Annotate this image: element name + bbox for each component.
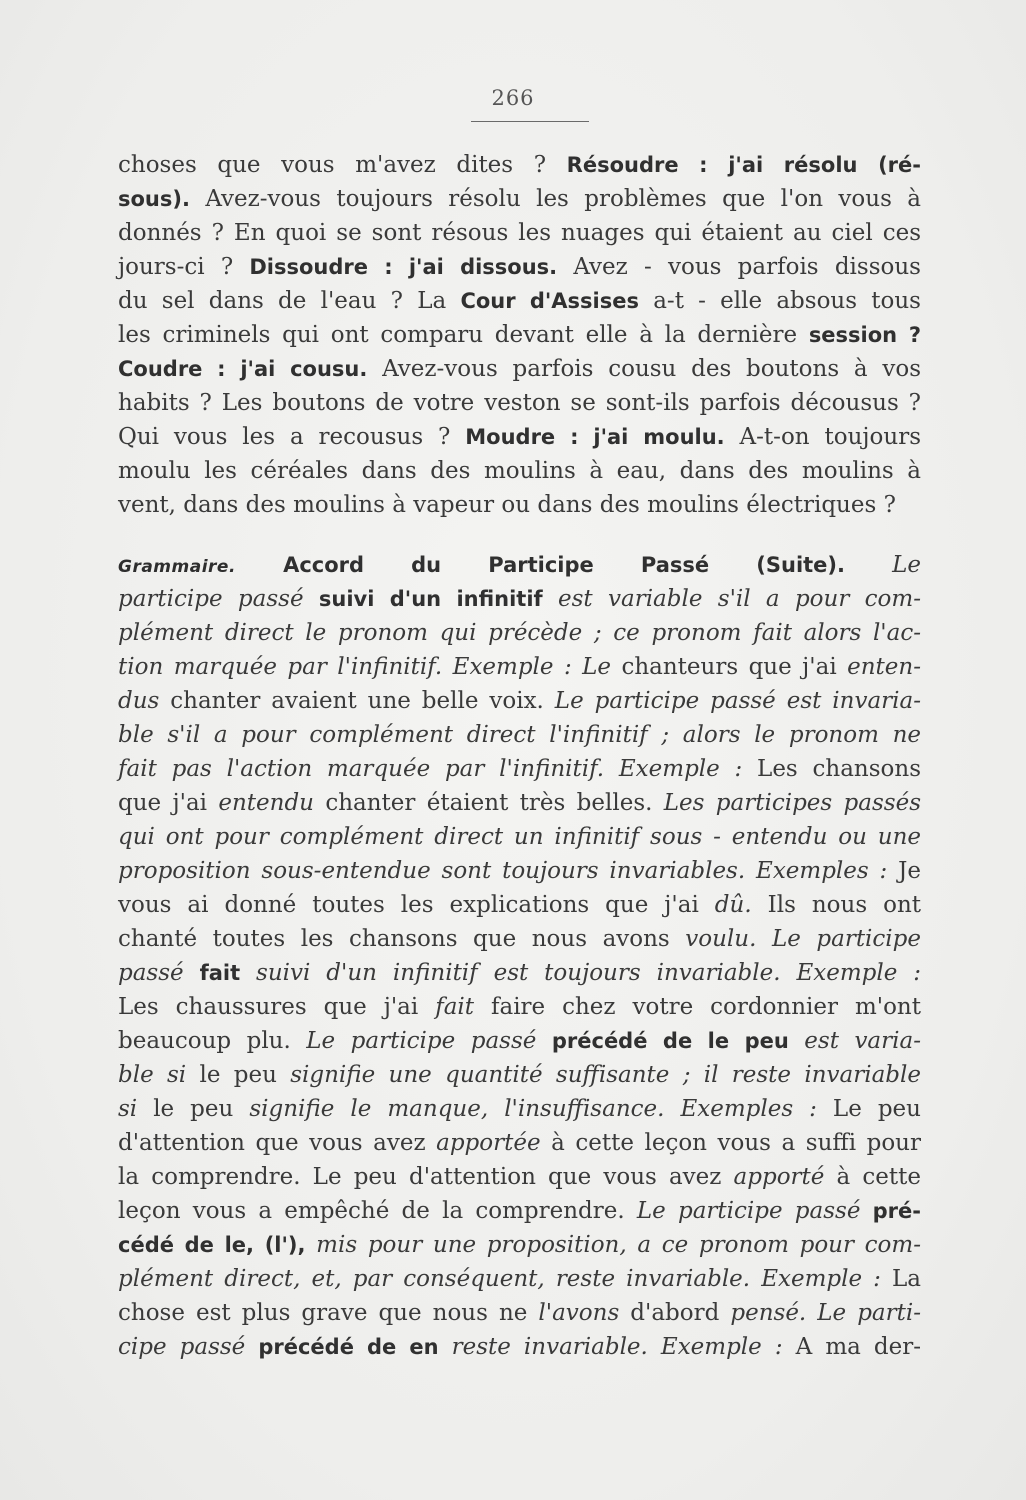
text-line	[118, 1330, 921, 1364]
text-run: proposition sous-entendue sont toujours invariables. Exemples :	[118, 858, 888, 884]
text-run: plément direct, et, par conséquent, reste invariable. Exemple :	[118, 1266, 881, 1292]
text-line	[118, 352, 921, 386]
text-run: chose est plus grave que nous ne	[118, 1300, 539, 1326]
text-line	[118, 922, 921, 956]
text-run: Coudre : j'ai cousu.	[118, 357, 368, 381]
text-run: suivi d'un infinitif	[318, 587, 543, 611]
text-line	[118, 1228, 921, 1262]
text-run: apporté	[733, 1164, 825, 1190]
text-run: participe passé	[118, 586, 319, 612]
text-line	[118, 548, 921, 582]
text-line	[118, 1262, 921, 1296]
text-run: sous).	[118, 187, 190, 211]
text-line	[118, 250, 921, 284]
text-run: que j'ai	[118, 790, 219, 816]
text-run: cipe passé	[118, 1334, 259, 1360]
text-line	[118, 854, 921, 888]
text-run: vous ai donné toutes les explications que j'ai	[118, 892, 715, 918]
text-run: mis pour une proposition, a ce pronom pour com-	[305, 1232, 921, 1258]
text-run: dû.	[714, 892, 752, 918]
text-line	[118, 386, 921, 420]
text-run: tion marquée par l'infinitif. Exemple : Le	[118, 654, 612, 680]
text-line	[118, 454, 921, 488]
text-line	[118, 488, 921, 522]
text-run: donnés ? En quoi se sont résous les nuages qui étaient au ciel ces	[118, 220, 921, 246]
text-run: vent, dans des moulins à vapeur ou dans des moulins électriques ?	[118, 492, 896, 518]
text-run: Avez - vous parfois dissous	[557, 254, 921, 280]
text-run: Dissoudre : j'ai dissous.	[249, 255, 558, 279]
text-line	[118, 820, 921, 854]
text-run: Cour d'Assises	[460, 289, 639, 313]
text-run: chanter étaient très belles.	[314, 790, 664, 816]
text-line	[118, 148, 921, 182]
text-run: enten-	[847, 654, 921, 680]
text-line	[118, 1024, 921, 1058]
text-run: l'avons	[538, 1300, 620, 1326]
text-line	[118, 956, 921, 990]
text-run: qui ont pour complément direct un infinitif sous - entendu ou une	[118, 824, 921, 850]
header-rule	[471, 121, 589, 122]
text-run: ble si	[118, 1062, 187, 1088]
text-run: Les participes passés	[663, 790, 922, 816]
text-run: A-t-on toujours	[724, 424, 922, 450]
text-run: signifie une quantité suffisante ; il reste invariable	[290, 1062, 921, 1088]
text-run: dus	[118, 688, 160, 714]
text-run: fait pas l'action marquée par l'infinitif. Exemple :	[118, 756, 743, 782]
text-run: d'attention que vous avez	[118, 1130, 437, 1156]
text-line	[118, 1296, 921, 1330]
text-run: La	[880, 1266, 921, 1292]
text-run: Le participe passé	[636, 1198, 873, 1224]
page-number: 266	[491, 86, 535, 110]
text-line	[118, 752, 921, 786]
text-run: Le participe passé	[306, 1028, 552, 1054]
text-run: Accord du Participe Passé (Suite).	[283, 553, 845, 577]
text-run: le peu	[137, 1096, 250, 1122]
text-run: ble s'il a pour complément direct l'infinitif ; alors le pronom ne	[118, 722, 921, 748]
text-line	[118, 1092, 921, 1126]
text-run: plément direct le pronom qui précède ; ce pronom fait alors l'ac-	[118, 620, 921, 646]
text-run: pensé. Le parti-	[730, 1300, 921, 1326]
text-run: moulu les céréales dans des moulins à eau, dans des moulins à	[118, 458, 921, 484]
text-line	[118, 1160, 921, 1194]
text-run: Le peu	[816, 1096, 921, 1122]
text-run: à cette leçon vous a suffi pour	[540, 1130, 921, 1156]
text-run: d'abord	[619, 1300, 731, 1326]
text-run: pré-	[872, 1199, 921, 1223]
text-run: choses que vous m'avez dites ?	[118, 152, 567, 178]
text-run: si	[118, 1096, 138, 1122]
text-run: chanté toutes les chansons que nous avons	[118, 926, 686, 952]
text-run: Avez-vous parfois cousu des boutons à vos	[367, 356, 921, 382]
text-run: jours-ci ?	[118, 254, 250, 280]
text-line	[118, 216, 921, 250]
text-run	[236, 552, 283, 578]
text-run: fait	[435, 994, 475, 1020]
text-run: Les chaussures que j'ai	[118, 994, 436, 1020]
text-run: Qui vous les a recousus ?	[118, 424, 466, 450]
text-run: la comprendre. Le peu d'attention que vous avez	[118, 1164, 734, 1190]
text-line	[118, 1058, 921, 1092]
text-run: Avez-vous toujours résolu les problèmes que l'on vous à	[189, 186, 921, 212]
text-line	[118, 420, 921, 454]
text-run: apportée	[436, 1130, 541, 1156]
text-run: entendu	[218, 790, 314, 816]
text-run: signifie le manque, l'insuffisance. Exemples :	[249, 1096, 817, 1122]
text-run: les criminels qui ont comparu devant elle à la dernière	[118, 322, 809, 348]
text-run: est varia-	[788, 1028, 921, 1054]
text-line	[118, 990, 921, 1024]
text-run: à cette	[824, 1164, 921, 1190]
text-line	[118, 318, 921, 352]
text-run: Le participe passé est invaria-	[554, 688, 922, 714]
text-line	[118, 182, 921, 216]
text-run: leçon vous a empêché de la comprendre.	[118, 1198, 637, 1224]
text-run: le peu	[186, 1062, 291, 1088]
text-line	[118, 650, 921, 684]
text-line	[118, 1194, 921, 1228]
text-run: suivi d'un infinitif est toujours invariable. Exemple :	[240, 960, 921, 986]
text-run: Je	[887, 858, 921, 884]
text-run: Le	[845, 552, 922, 578]
text-run: passé	[118, 960, 200, 986]
text-run: est variable s'il a pour com-	[542, 586, 921, 612]
text-run: Résoudre : j'ai résolu (ré-	[566, 153, 921, 177]
text-run: reste invariable. Exemple :	[438, 1334, 783, 1360]
text-line	[118, 616, 921, 650]
text-run: faire chez votre cordonnier m'ont	[474, 994, 921, 1020]
text-line	[118, 786, 921, 820]
text-run: précédé de en	[258, 1335, 439, 1359]
text-line	[118, 684, 921, 718]
text-line	[118, 718, 921, 752]
text-run: cédé de le, (l'),	[118, 1233, 306, 1257]
text-run: Ils nous ont	[751, 892, 921, 918]
text-run: précédé de le peu	[551, 1029, 789, 1053]
text-run: chanteurs que j'ai	[611, 654, 848, 680]
text-run: a-t - elle absous tous	[638, 288, 921, 314]
text-run: voulu. Le participe	[685, 926, 921, 952]
text-run: Les chansons	[742, 756, 921, 782]
text-run: fait	[199, 961, 241, 985]
text-line	[118, 582, 921, 616]
text-run: Moudre : j'ai moulu.	[465, 425, 725, 449]
text-line	[118, 284, 921, 318]
text-run: habits ? Les boutons de votre veston se sont-ils parfois décousus ?	[118, 390, 921, 416]
text-run: A ma der-	[782, 1334, 921, 1360]
text-run: chanter avaient une belle voix.	[159, 688, 555, 714]
text-run: beaucoup plu.	[118, 1028, 307, 1054]
text-run: session ?	[808, 323, 922, 347]
text-run: du sel dans de l'eau ? La	[118, 288, 461, 314]
section-heading: Grammaire.	[118, 557, 236, 577]
text-line	[118, 1126, 921, 1160]
text-line	[118, 888, 921, 922]
